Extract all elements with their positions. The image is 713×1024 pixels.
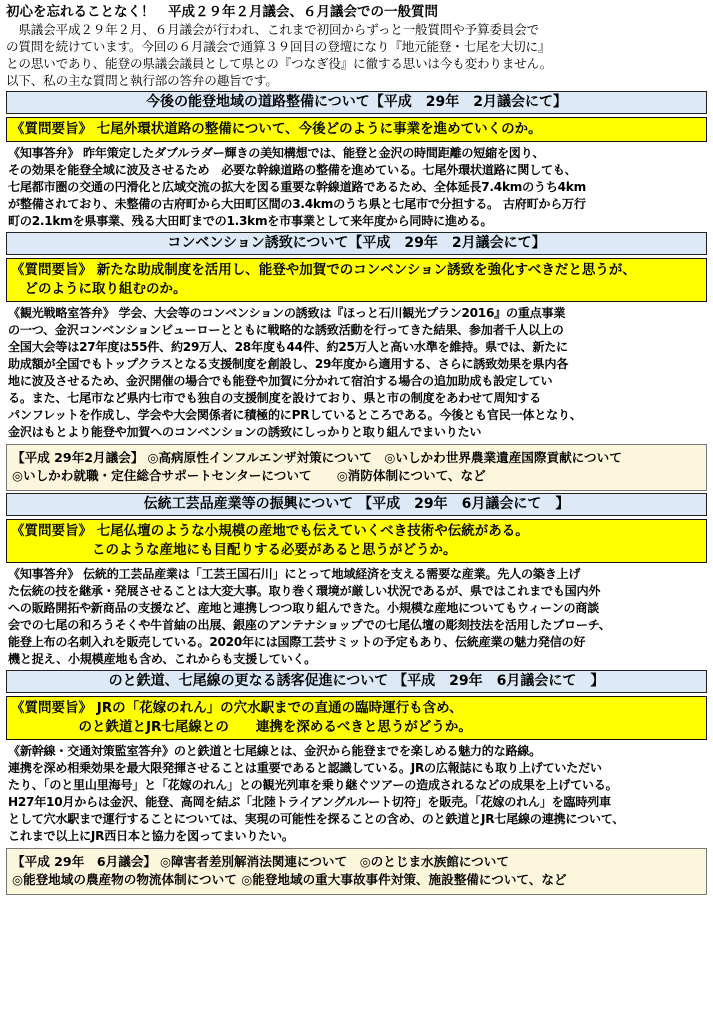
answer-block (6, 142, 707, 230)
answer-line: が整備されており、未整備の古府町から大田町区間の3.4kmのうち県と七尾市で分担する。 古府町から万行 (8, 197, 586, 211)
question-line: のと鉄道とJR七尾線との 連携を深めるべきと思うがどうか。 (11, 719, 472, 735)
section-crafts (6, 493, 707, 668)
answer-line: 七尾都市圏の交通の円滑化と広域交流の拡大を図る重要な幹線道路であるため、全体延長7.4kmのうち4km (8, 180, 586, 194)
answer-line: 会での七尾の和ろうそくや牛首紬の出展、銀座のアンテナショップでの七尾仏壇の彫刻技法を活用したブローチ、 (8, 618, 611, 632)
section-road (6, 91, 707, 230)
answer-block (6, 563, 707, 668)
question-box (6, 696, 707, 740)
intro-line: との思いであり、能登の県議会議員として県との『つなぎ役』に徹する思いは今も変わりません。 (6, 56, 553, 71)
answer-line: 《知事答弁》 伝統的工芸品産業は「工芸王国石川」にとって地域経済を支える需要な産業。先人の築き上げ (8, 567, 581, 581)
other-items: ◎いしかわ就職・定住総合サポートセンターについて ◎消防体制について、など (12, 468, 486, 483)
intro-body (6, 21, 707, 89)
answer-line: として穴水駅まで運行することについては、実現の可能性を探ることの含め、のと鉄道とJR七尾線の連携について、 (8, 812, 625, 826)
intro-line: の質問を続けています。今回の６月議会で通算３９回目の登壇になり『地元能登・七尾を大切に』 (6, 39, 551, 54)
question-line: 《質問要旨》 七尾仏壇のような小規模の産地でも伝えていくべき技術や伝統がある。 (11, 523, 529, 539)
intro-line: 以下、私の主な質問と執行部の答弁の趣旨です。 (6, 73, 278, 88)
answer-line: パンフレットを作成し、学会や大会関係者に積極的にPRしているところである。今後とも官民一体となり、 (8, 408, 582, 422)
answer-line: への販路開拓や新商品の支援など、産地と連携しつつ取り組んできた。小規模な産地についてもウィーンの商談 (8, 601, 599, 615)
question-line: 《質問要旨》 七尾外環状道路の整備について、今後どのように事業を進めていくのか。 (11, 121, 542, 137)
section-heading: 伝統工芸品産業等の振興について 【平成 29年 6月議会にて 】 (6, 493, 707, 516)
other-items: ◎高病原性インフルエンザ対策について ◎いしかわ世界農業遺産国際貢献について (147, 450, 622, 465)
answer-line: たり、「のと里山里海号」と「花嫁のれん」との観光列車を乗り継ぐツアーの造成されるなどの成果を上げている。 (8, 778, 618, 792)
other-tag: 【平成 29年2月議会】 (12, 450, 144, 465)
section-convention (6, 232, 707, 441)
section-heading: 今後の能登地域の道路整備について【平成 29年 2月議会にて】 (6, 91, 707, 114)
intro (6, 3, 707, 89)
other-questions-june (6, 848, 707, 895)
answer-line: これまで以上にJR西日本と協力を図ってまいりたい。 (8, 829, 294, 843)
answer-line: の一つ、金沢コンベンションビューローとともに戦略的な誘致活動を行ってきた結果、参加者千人以上の (8, 323, 564, 337)
answer-block (6, 740, 707, 845)
other-questions-feb (6, 444, 707, 491)
question-box (6, 258, 707, 302)
answer-line: 町の2.1kmを県事業、残る大田町までの1.3kmを市事業として来年度から同時に進める。 (8, 214, 493, 228)
section-railway (6, 670, 707, 845)
answer-line: 助成額が全国でもトップクラスとなる支援制度を創設し、29年度から適用する、さらに誘致効果を県内各 (8, 357, 569, 371)
question-box (6, 117, 707, 142)
answer-line: 連携を深め相乗効果を最大限発揮させることは重要であると認識している。JRの広報誌にも取り上げていただい (8, 761, 602, 775)
answer-line: 地に波及させるため、金沢開催の場合でも能登や加賀に分かれて宿泊する場合の追加助成も設定してい (8, 374, 553, 388)
answer-line: その効果を能登全域に波及させるため 必要な幹線道路の整備を進めている。七尾外環状道路に関しても、 (8, 163, 577, 177)
answer-line: 《新幹線・交通対策監室答弁》のと鉄道と七尾線とは、金沢から能登までを楽しめる魅力的な路線。 (8, 744, 541, 758)
answer-line: 金沢はもとより能登や加賀へのコンベンションの誘致にしっかりと取り組んでまいりたい (8, 425, 482, 439)
intro-title: 初心を忘れることなく！ 平成２９年２月議会、６月議会での一般質問 (6, 4, 438, 20)
other-tag: 【平成 29年 6月議会】 (12, 854, 157, 869)
other-items: ◎障害者差別解消法関連について ◎のとじま水族館について (160, 854, 509, 869)
answer-line: た伝統の技を継承・発展させることは大変大事。取り巻く環境が厳しい状況であるが、県ではこれまでも国内外 (8, 584, 601, 598)
answer-line: 全国大会等は27年度は55件、約29万人、28年度も44件、約25万人と高い水準を維持。県では、新たに (8, 340, 568, 354)
section-heading: のと鉄道、七尾線の更なる誘客促進について 【平成 29年 6月議会にて 】 (6, 670, 707, 693)
answer-line: 機と捉え、小規模産地も含め、これからも支援していく。 (8, 652, 316, 666)
question-box (6, 519, 707, 563)
question-line: 《質問要旨》 新たな助成制度を活用し、能登や加賀でのコンベンション誘致を強化すべきだと思うが、 (11, 262, 636, 278)
intro-line: 県議会平成２９年２月、６月議会が行われ、これまで初回からずっと一般質問や予算委員会で (6, 22, 539, 37)
question-line: どのように取り組むのか。 (11, 281, 187, 297)
answer-line: H27年10月からは金沢、能登、高岡を結ぶ「北陸トライアングルルート切符」を販売。「花嫁のれん」を臨時列車 (8, 795, 611, 809)
question-line: 《質問要旨》 JRの「花嫁のれん」の穴水駅までの直通の臨時運行も含め、 (11, 700, 463, 716)
answer-line: 《知事答弁》 昨年策定したダブルラダー輝きの美知構想では、能登と金沢の時間距離の短縮を図り、 (8, 146, 545, 160)
answer-block (6, 302, 707, 441)
answer-line: 《観光戦略室答弁》 学会、大会等のコンベンションの誘致は『ほっと石川観光プラン2016』の重点事業 (8, 306, 566, 320)
other-line (12, 449, 701, 467)
answer-line: 能登上布の名刺入れを販売している。2020年には国際工芸サミットの予定もあり、伝統産業の魅力発信の好 (8, 635, 586, 649)
question-line: このような産地にも目配りする必要があると思うがどうか。 (11, 542, 457, 558)
section-heading: コンベンション誘致について【平成 29年 2月議会にて】 (6, 232, 707, 255)
other-items: ◎能登地域の農産物の物流体制について ◎能登地域の重大事故事件対策、施設整備について、など (12, 872, 567, 887)
answer-line: る。また、七尾市など県内七市でも独自の支援制度を設けており、県と市の制度をあわせて周知する (8, 391, 541, 405)
other-line (12, 853, 701, 871)
